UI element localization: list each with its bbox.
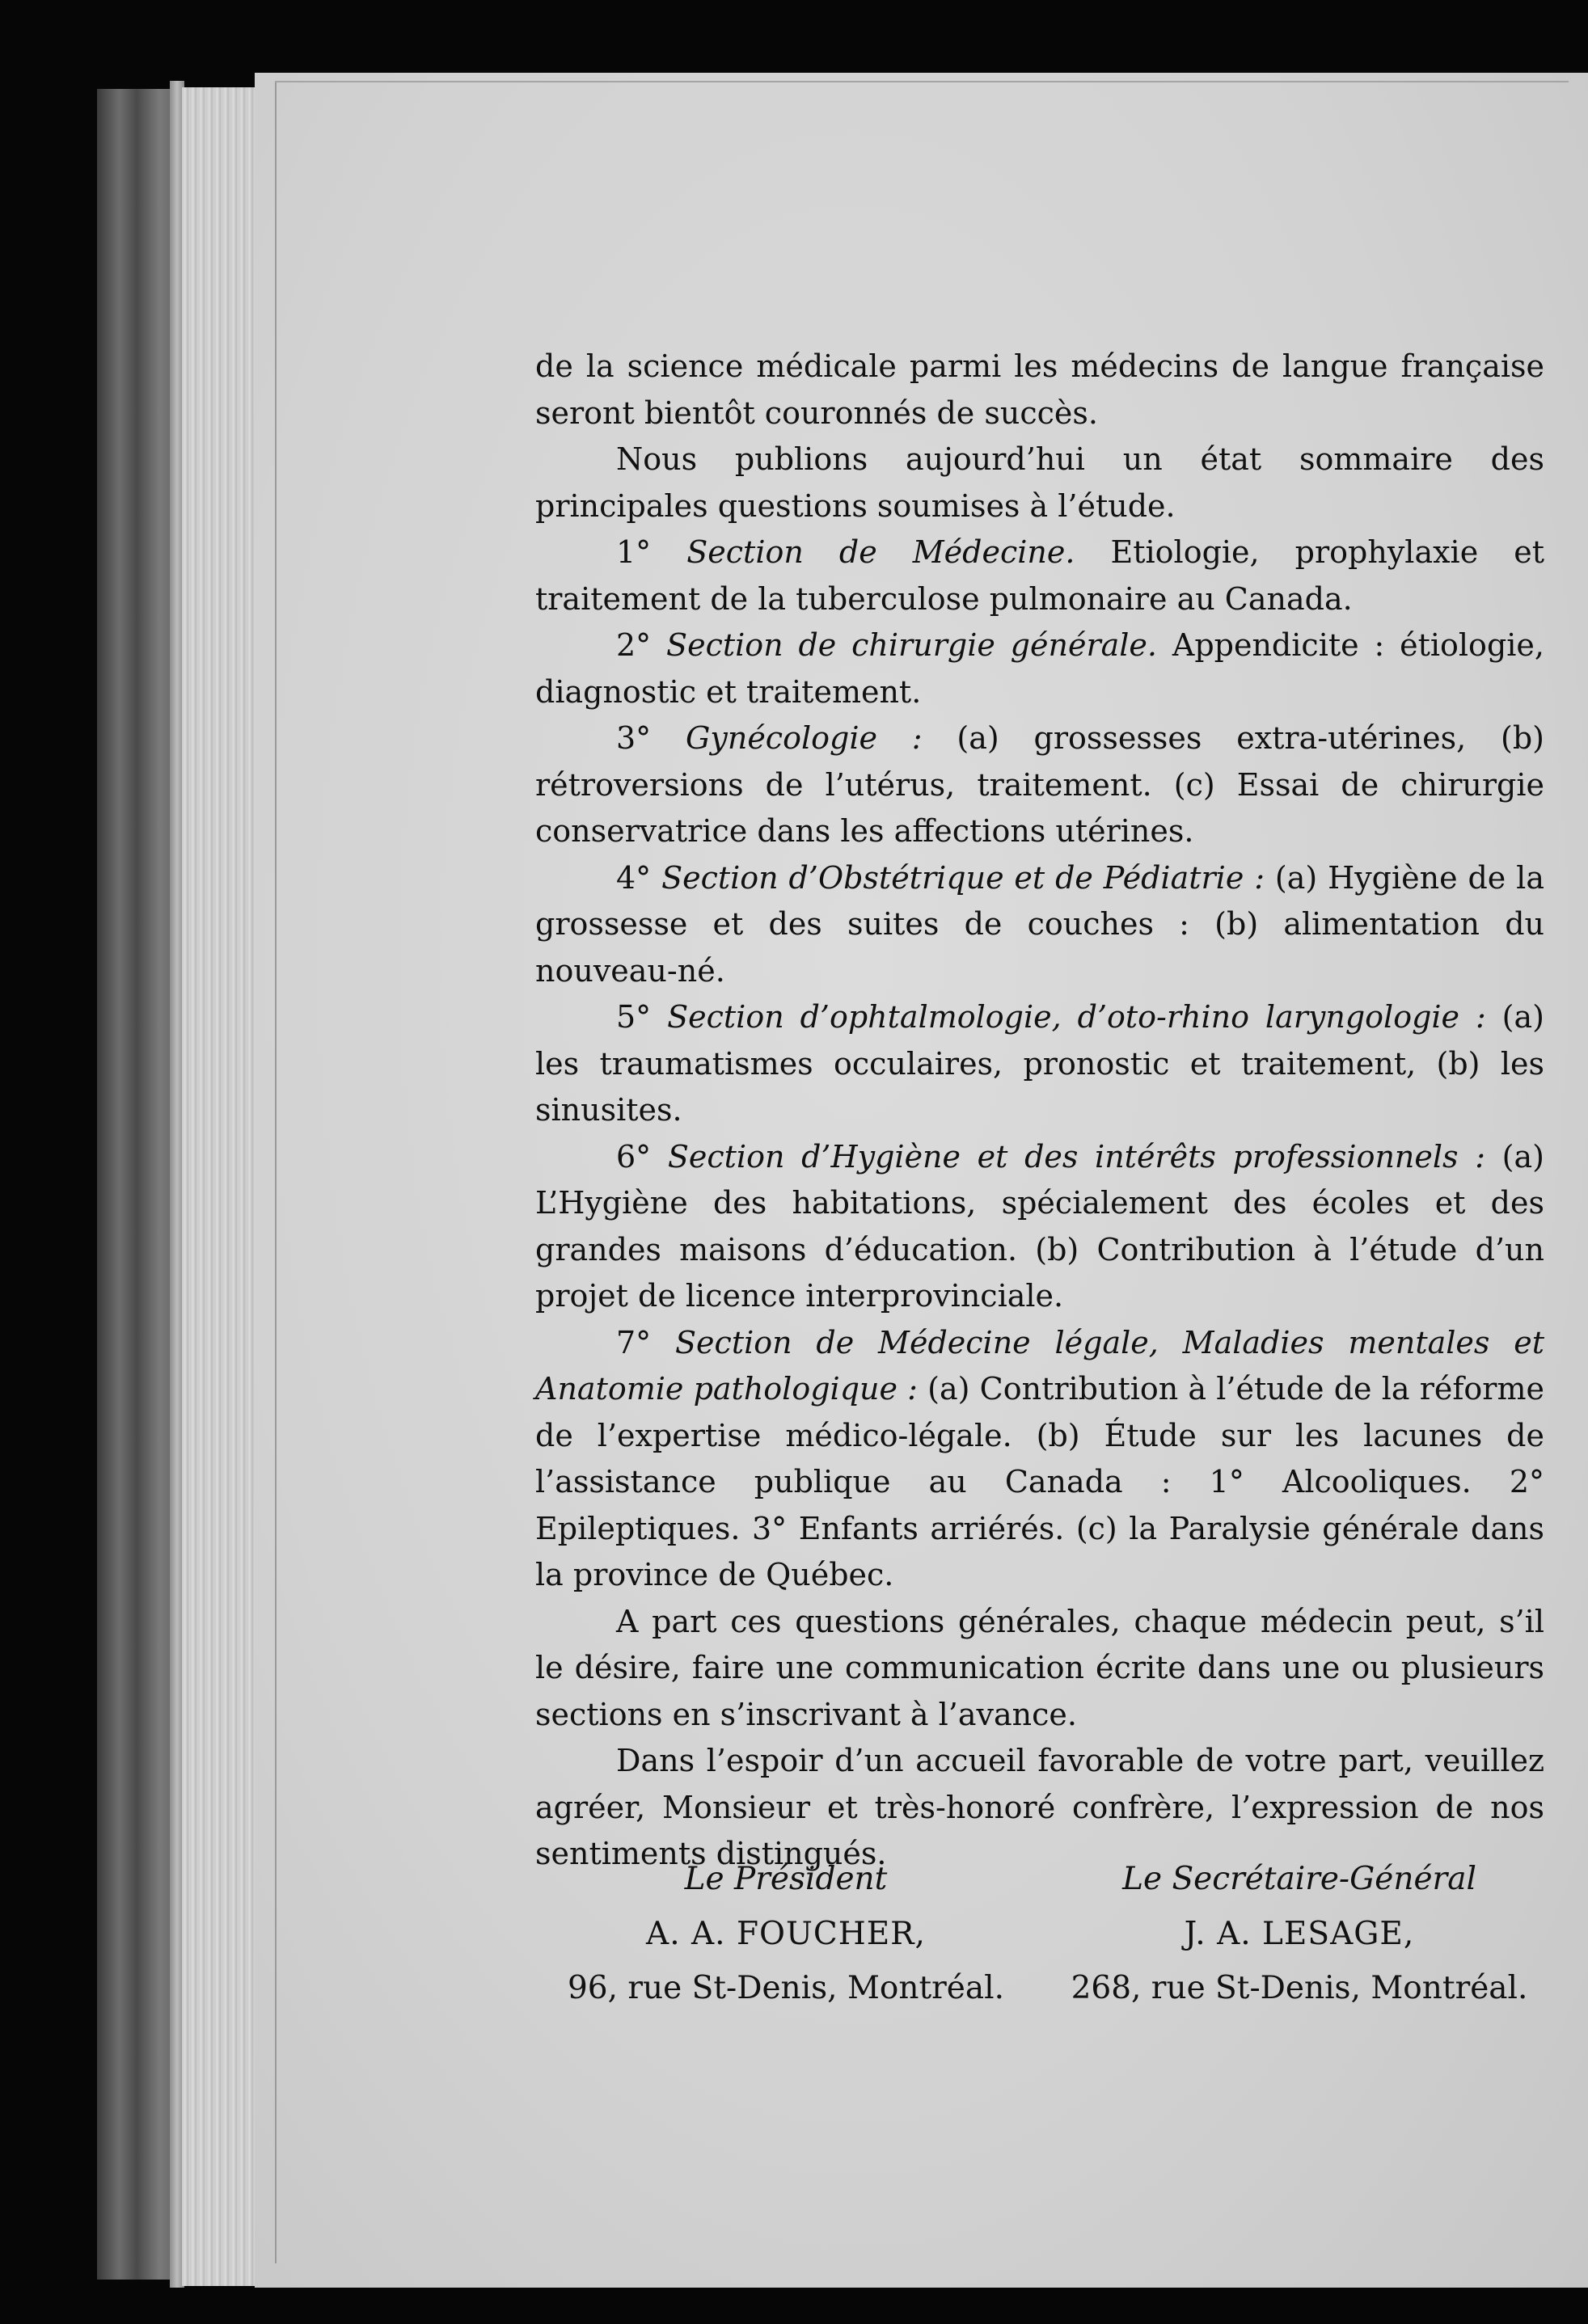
president-address: 96, rue St-Denis, Montréal. [567, 1970, 1005, 2006]
secretary-role: Le Secrétaire-Général [1122, 1861, 1476, 1897]
page-margin-line [275, 81, 277, 2263]
section-3-title: Gynécologie : [686, 720, 923, 756]
section-5-text: (a) les traumatismes occulaires, pronostic et traitement, (b) les sinusites. [535, 999, 1544, 1128]
section-7-text: (a) Contribution à l’étude de la réforme de l’expertise médico-légale. (b) Étude sur les lacunes de l’assistance publique au Canada : 1° Alcooliques. 2° Epileptiques. 3° Enfants arriérés. (c) la Paralysie générale dans la province de Québec. [535, 1371, 1544, 1592]
section-7-number: 7° [616, 1324, 652, 1360]
section-3 [535, 715, 1544, 855]
section-1-text: Etiologie, prophylaxie et traitement de la tuberculose pulmonaire au Canada. [535, 534, 1544, 617]
section-1 [535, 529, 1544, 622]
section-3-text: (a) grossesses extra-utérines, (b) rétroversions de l’utérus, traitement. (c) Essai de chirurgie conservatrice dans les affections utérines. [535, 720, 1544, 849]
president-name: A. A. FOUCHER, [646, 1916, 926, 1952]
section-3-number: 3° [616, 720, 652, 756]
president-role: Le Président [684, 1861, 888, 1897]
section-5 [535, 994, 1544, 1134]
section-4-text: (a) Hygiène de la grossesse et des suites de couches : (b) alimentation du nouveau-né. [535, 859, 1544, 989]
section-4-number: 4° [616, 859, 652, 896]
secretary-name: J. A. LESAGE, [1184, 1916, 1415, 1952]
page-top-line [275, 81, 1569, 82]
section-2 [535, 622, 1544, 715]
section-2-text: Appendicite : étiologie, diagnostic et traitement. [535, 627, 1544, 710]
paragraph-communications: A part ces questions générales, chaque médecin peut, s’il le désire, faire une communication écrite dans une ou plusieurs sections en s’inscrivant à l’avance. [535, 1603, 1544, 1732]
section-7 [535, 1320, 1544, 1599]
section-6-title: Section d’Hygiène et des intérêts professionnels : [667, 1138, 1485, 1175]
secretary-address: 268, rue St-Denis, Montréal. [1071, 1970, 1528, 2006]
section-4 [535, 855, 1544, 995]
section-1-number: 1° [616, 534, 652, 570]
section-4-title: Section d’Obstétrique et de Pédiatrie : [661, 859, 1265, 896]
signature-president [535, 1855, 1037, 2013]
section-5-title: Section d’ophtalmologie, d’oto-rhino laryngologie : [667, 999, 1486, 1035]
section-6 [535, 1134, 1544, 1320]
paragraph-closing: Dans l’espoir d’un accueil favorable de votre part, veuillez agréer, Monsieur et très-honoré confrère, l’expression de nos sentiments distingués. [535, 1743, 1544, 1871]
paragraph-summary: Nous publions aujourd’hui un état sommaire des principales questions soumises à l’étude. [535, 441, 1544, 524]
section-2-title: Section de chirurgie générale. [666, 627, 1158, 663]
section-1-title: Section de Médecine. [686, 534, 1075, 570]
section-2-number: 2° [616, 627, 652, 663]
section-7-title: Section de Médecine légale, Maladies mentales et Anatomie pathologique : [535, 1324, 1544, 1407]
section-5-number: 5° [616, 999, 652, 1035]
section-6-text: (a) L’Hygiène des habitations, spécialement des écoles et des grandes maisons d’éducation. (b) Contribution à l’étude d’un projet de licence interprovinciale. [535, 1138, 1544, 1314]
section-6-number: 6° [616, 1138, 652, 1175]
paragraph-intro: de la science médicale parmi les médecins de langue française seront bientôt couronnés de succès. [535, 348, 1544, 431]
signature-secretary [1049, 1855, 1550, 2013]
letter-body [535, 344, 1544, 1878]
